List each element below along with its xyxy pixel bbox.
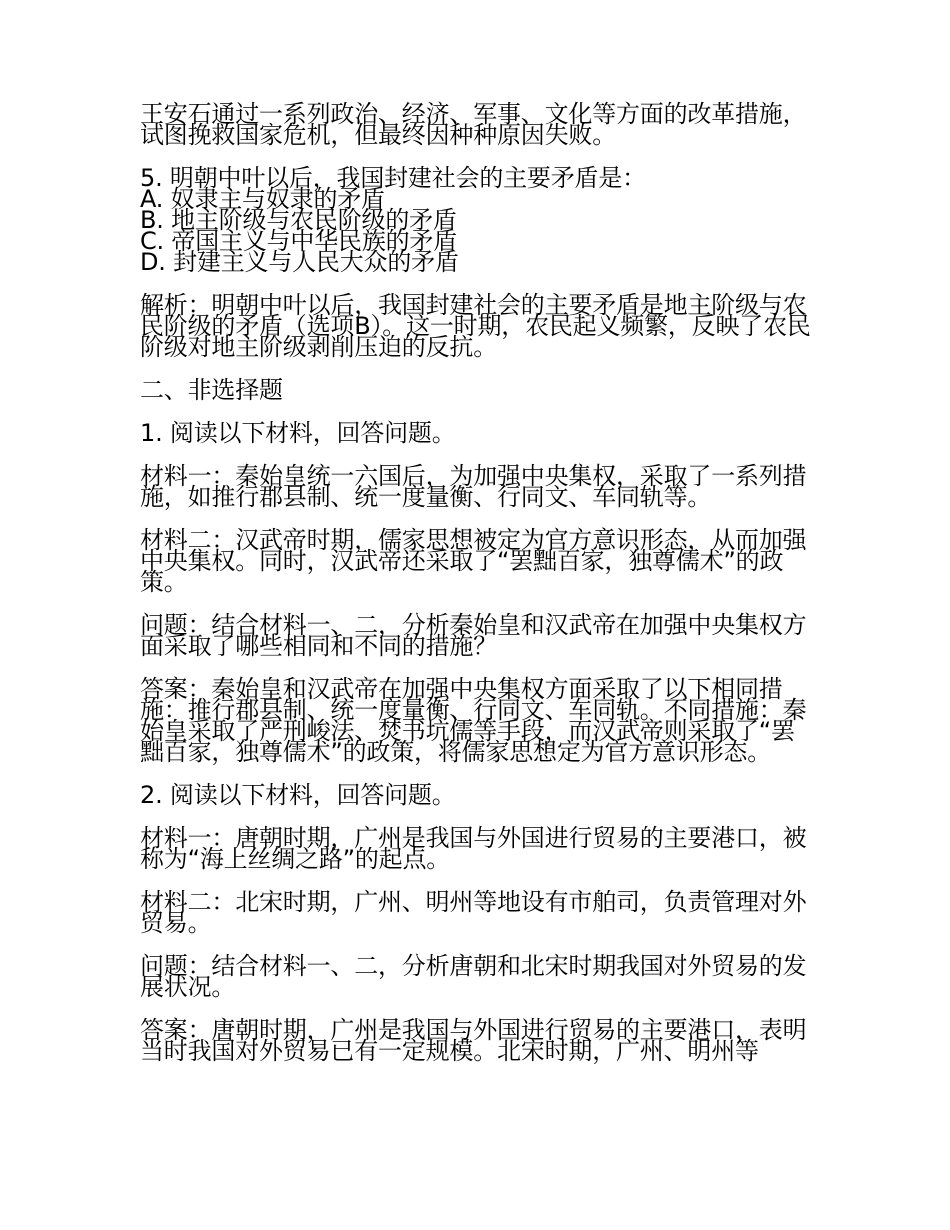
option-a: A. 奴隶主与奴隶的矛盾 (140, 185, 385, 213)
question-2-answer: 答案：唐朝时期，广州是我国与外国进行贸易的主要港口，表明当时我国对外贸易已有一定规模。北宋时期，广州、明州等 (140, 1016, 807, 1065)
paragraph-wang-anshi-reform: 王安石通过一系列政治、经济、军事、文化等方面的改革措施，试图挽救国家危机，但最终因种种原因失败。 (140, 100, 807, 149)
question-2-material-2: 材料二：北宋时期，广州、明州等地设有市舶司，负责管理对外贸易。 (140, 888, 807, 937)
question-5-options (140, 185, 815, 276)
question-1-material-2: 材料二：汉武帝时期，儒家思想被定为官方意识形态，从而加强中央集权。同时，汉武帝还采取了“罢黜百家，独尊儒术”的政策。 (140, 526, 807, 596)
question-1-title: 1. 阅读以下材料，回答问题。 (140, 419, 456, 447)
option-b: B. 地主阶级与农民阶级的矛盾 (140, 206, 457, 234)
section-heading-non-choice: 二、非选择题 (140, 376, 283, 404)
question-5-analysis: 解析：明朝中叶以后，我国封建社会的主要矛盾是地主阶级与农民阶级的矛盾（选项B）。这一时期，农民起义频繁，反映了农民阶级对地主阶级剥削压迫的反抗。 (140, 291, 811, 361)
question-1-material-1: 材料一：秦始皇统一六国后，为加强中央集权，采取了一系列措施，如推行郡县制、统一度量衡、行同文、车同轨等。 (140, 462, 807, 511)
question-1-question: 问题：结合材料一、二，分析秦始皇和汉武帝在加强中央集权方面采取了哪些相同和不同的措施？ (140, 611, 807, 660)
question-2-material-1: 材料一：唐朝时期，广州是我国与外国进行贸易的主要港口，被称为“海上丝绸之路”的起点。 (140, 824, 807, 873)
question-5-stem: 5. 明朝中叶以后，我国封建社会的主要矛盾是： (140, 164, 646, 192)
question-1-answer: 答案：秦始皇和汉武帝在加强中央集权方面采取了以下相同措施：推行郡县制、统一度量衡、行同文、车同轨。不同措施：秦始皇采取了严刑峻法、焚书坑儒等手段，而汉武帝则采取了“罢黜百家，独尊儒术”的政策，将儒家思想定为官方意识形态。 (140, 675, 807, 766)
question-2-title: 2. 阅读以下材料，回答问题。 (140, 781, 456, 809)
document-page (140, 100, 815, 1084)
option-d: D. 封建主义与人民大众的矛盾 (140, 248, 459, 276)
option-c: C. 帝国主义与中华民族的矛盾 (140, 227, 458, 255)
question-2-question: 问题：结合材料一、二，分析唐朝和北宋时期我国对外贸易的发展状况。 (140, 952, 807, 1001)
